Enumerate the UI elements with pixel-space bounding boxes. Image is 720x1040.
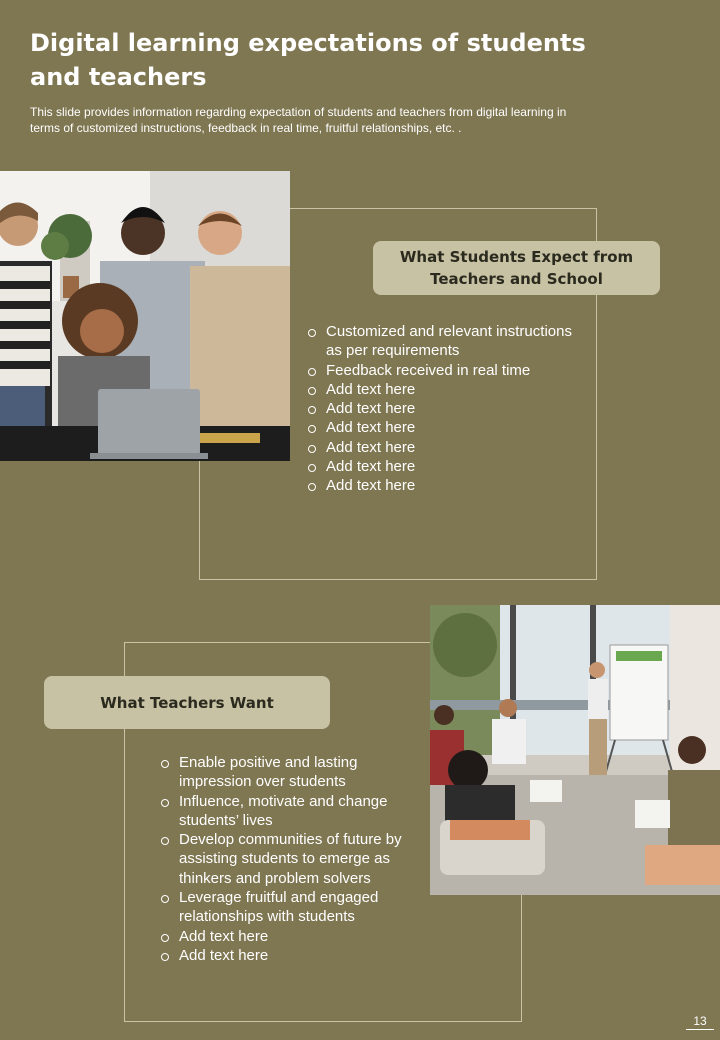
list-item: Add text here — [161, 946, 423, 965]
list-item: Add text here — [308, 418, 578, 437]
list-item: Enable positive and lasting impression over students — [161, 753, 423, 792]
list-item: Add text here — [308, 476, 578, 495]
students-section-heading: What Students Expect from Teachers and School — [373, 241, 660, 295]
list-item: Add text here — [161, 927, 423, 946]
teachers-meeting-photo — [430, 605, 720, 895]
teachers-wants-list — [161, 753, 423, 965]
page-title: Digital learning expectations of students and teachers — [30, 29, 586, 91]
page-subtitle: This slide provides information regarding expectation of students and teachers from digital learning in terms of customized instructions, feedback in real time, fruitful relationships, etc. . — [30, 105, 567, 135]
list-item: Customized and relevant instructions as per requirements — [308, 322, 578, 361]
list-item: Add text here — [308, 457, 578, 476]
list-item: Feedback received in real time — [308, 361, 578, 380]
students-laptop-photo — [0, 171, 290, 461]
students-expectations-list — [308, 322, 578, 496]
list-item: Influence, motivate and change students’ lives — [161, 792, 423, 831]
page-number: 13 — [686, 1014, 714, 1030]
list-item: Add text here — [308, 399, 578, 418]
list-item: Add text here — [308, 438, 578, 457]
list-item: Leverage fruitful and engaged relationships with students — [161, 888, 423, 927]
list-item: Develop communities of future by assisting students to emerge as thinkers and problem solvers — [161, 830, 423, 888]
list-item: Add text here — [308, 380, 578, 399]
teachers-section-heading: What Teachers Want — [44, 676, 330, 729]
